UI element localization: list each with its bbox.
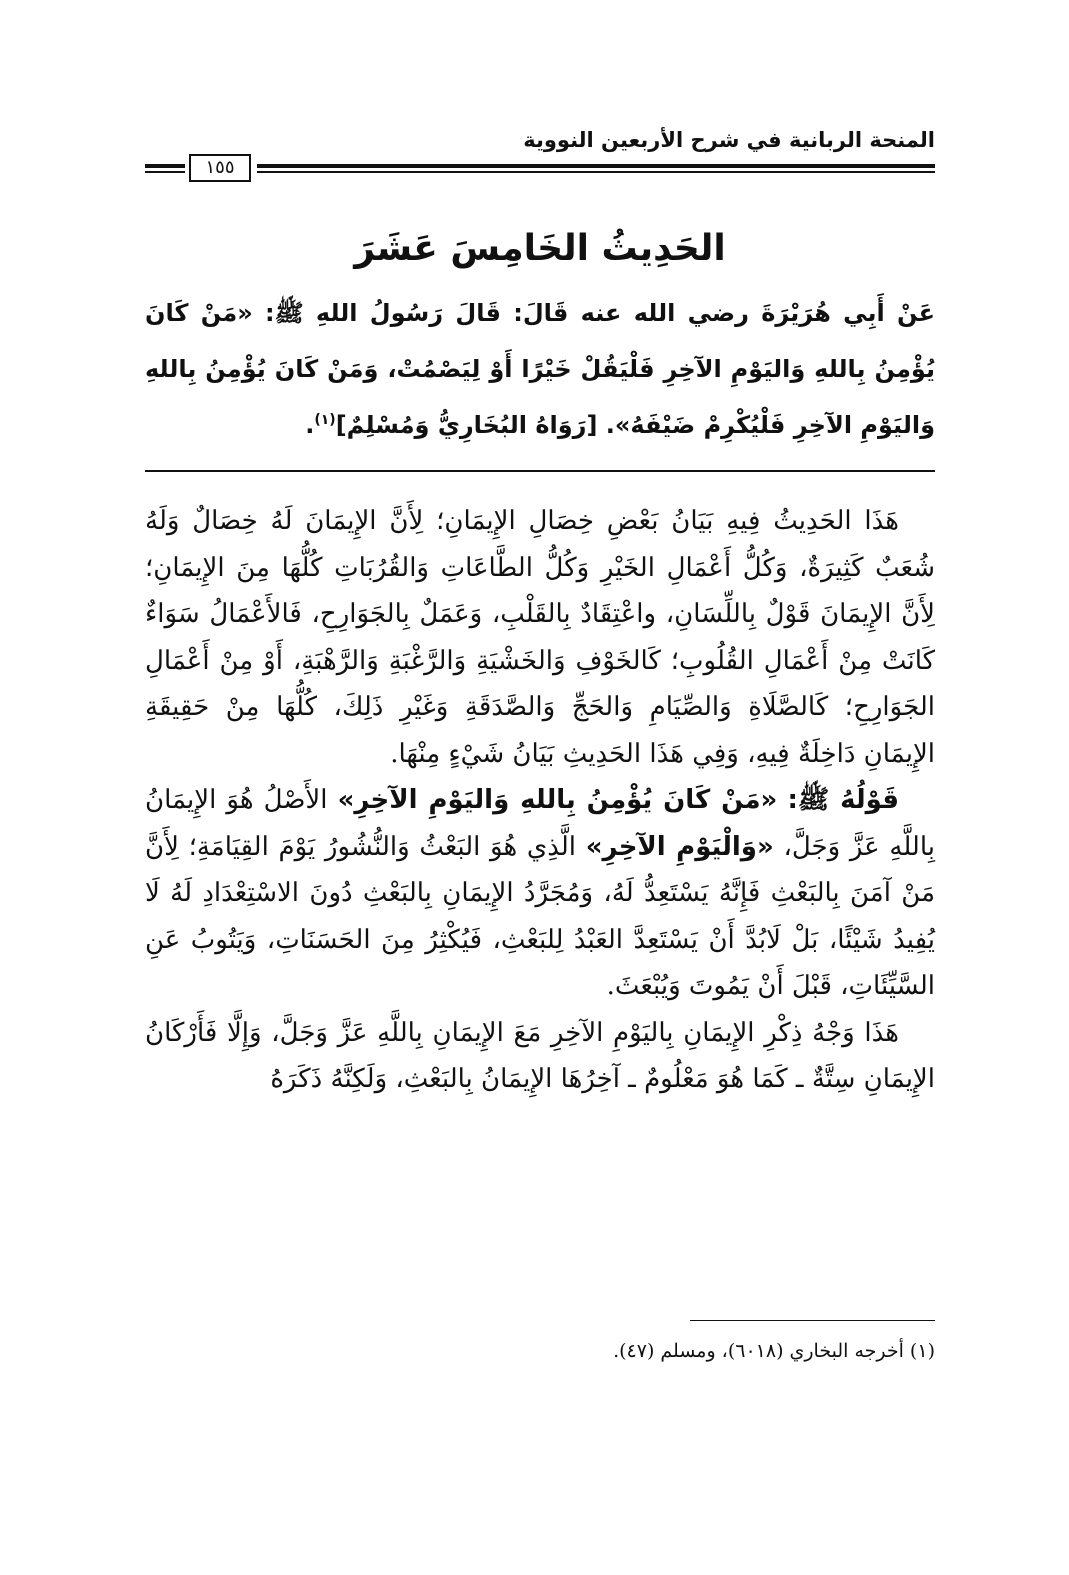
commentary-paragraph-2 — [145, 777, 935, 1010]
hadith-text-body: عَنْ أَبِي هُرَيْرَةَ رضي الله عنه قَالَ: قَالَ رَسُولُ اللهِ ﷺ: «مَنْ كَانَ يُؤْمِنُ بِاللهِ وَاليَوْمِ الآخِرِ فَلْيَقُلْ خَيْرًا أَوْ لِيَصْمُتْ، وَمَنْ كَانَ يُؤْمِنُ بِاللهِ وَاليَوْمِ الآخِرِ فَلْيُكْرِمْ ضَيْفَهُ». [رَوَاهُ البُخَارِيُّ وَمُسْلِمٌ] — [145, 299, 935, 439]
separator-rule — [145, 470, 935, 472]
running-header — [145, 128, 935, 188]
commentary-quote-1: «مَنْ كَانَ يُؤْمِنُ بِاللهِ وَاليَوْمِ الآخِرِ» — [337, 785, 778, 815]
page-number: ١٥٥ — [189, 154, 251, 182]
hadith-text — [145, 285, 935, 453]
footnote-reference: (١) — [314, 412, 336, 428]
commentary-text-2: الَّذِي هُوَ البَعْثُ وَالنُّشُورُ يَوْمَ القِيَامَةِ؛ لِأَنَّ مَنْ آمَنَ بِالبَعْثِ فَإِنَّهُ يَسْتَعِدُّ لَهُ، وَمُجَرَّدُ الإِيمَانِ بِالبَعْثِ دُونَ الاسْتِعْدَادِ لَهُ لَا يُفِيدُ شَيْئًا، بَلْ لَابُدَّ أَنْ يَسْتَعِدَّ العَبْدُ لِلبَعْثِ، فَيُكْثِرُ مِنَ الحَسَنَاتِ، وَيَتُوبُ عَنِ السَّيِّئَاتِ، قَبْلَ أَنْ يَمُوتَ وَيُبْعَثَ. — [145, 831, 935, 1001]
commentary-text-1: الأَصْلُ هُوَ الإِيمَانُ بِاللَّهِ عَزَّ وَجَلَّ، — [145, 785, 936, 862]
book-title: المنحة الربانية في شرح الأربعين النووية — [523, 128, 935, 152]
commentary-paragraph-1: هَذَا الحَدِيثُ فِيهِ بَيَانُ بَعْضِ خِصَالِ الإِيمَانِ؛ لِأَنَّ الإِيمَانَ لَهُ خِصَالٌ وَلَهُ شُعَبٌ كَثِيرَةٌ، وَكُلُّ أَعْمَالِ الخَيْرِ وَكُلُّ الطَّاعَاتِ وَالقُرُبَاتِ كُلُّهَا مِنَ الإِيمَانِ؛ لِأَنَّ الإِيمَانَ قَوْلٌ بِاللِّسَانِ، واعْتِقَادٌ بِالقَلْبِ، وَعَمَلٌ بِالجَوَارِحِ، فَالأَعْمَالُ سَوَاءٌ كَانَتْ مِنْ أَعْمَالِ القُلُوبِ؛ كَالخَوْفِ وَالخَشْيَةِ وَالرَّغْبَةِ وَالرَّهْبَةِ، أَوْ مِنْ أَعْمَالِ الجَوَارِحِ؛ كَالصَّلَاةِ وَالصِّيَامِ وَالحَجِّ وَالصَّدَقَةِ وَغَيْرِ ذَلِكَ، كُلُّهَا مِنْ حَقِيقَةِ الإِيمَانِ دَاخِلَةٌ فِيهِ، وَفِي هَذَا الحَدِيثِ بَيَانُ شَيْءٍ مِنْهَا. — [145, 506, 935, 769]
header-rule — [257, 164, 935, 173]
commentary-quote-lead: قَوْلُهُ ﷺ: — [787, 785, 899, 815]
header-rule-stub — [145, 164, 185, 173]
commentary — [145, 498, 935, 1103]
footnote-rule — [690, 1320, 935, 1321]
hadith-text-end: . — [305, 411, 315, 439]
footnote: (١) أخرجه البخاري (٦٠١٨)، ومسلم (٤٧). — [613, 1340, 935, 1362]
hadith-heading: الحَدِيثُ الخَامِسَ عَشَرَ — [354, 228, 726, 269]
commentary-paragraph-3: هَذَا وَجْهُ ذِكْرِ الإِيمَانِ بِاليَوْمِ الآخِرِ مَعَ الإِيمَانِ بِاللَّهِ عَزَّ وَجَلَّ، وَإِلَّا فَأَرْكَانُ الإِيمَانِ سِتَّةٌ ـ كَمَا هُوَ مَعْلُومٌ ـ آخِرُهَا الإِيمَانُ بِالبَعْثِ، وَلَكِنَّهُ ذَكَرَهُ — [145, 1017, 935, 1094]
commentary-quote-2: «وَالْيَوْمِ الآخِرِ» — [585, 831, 774, 862]
